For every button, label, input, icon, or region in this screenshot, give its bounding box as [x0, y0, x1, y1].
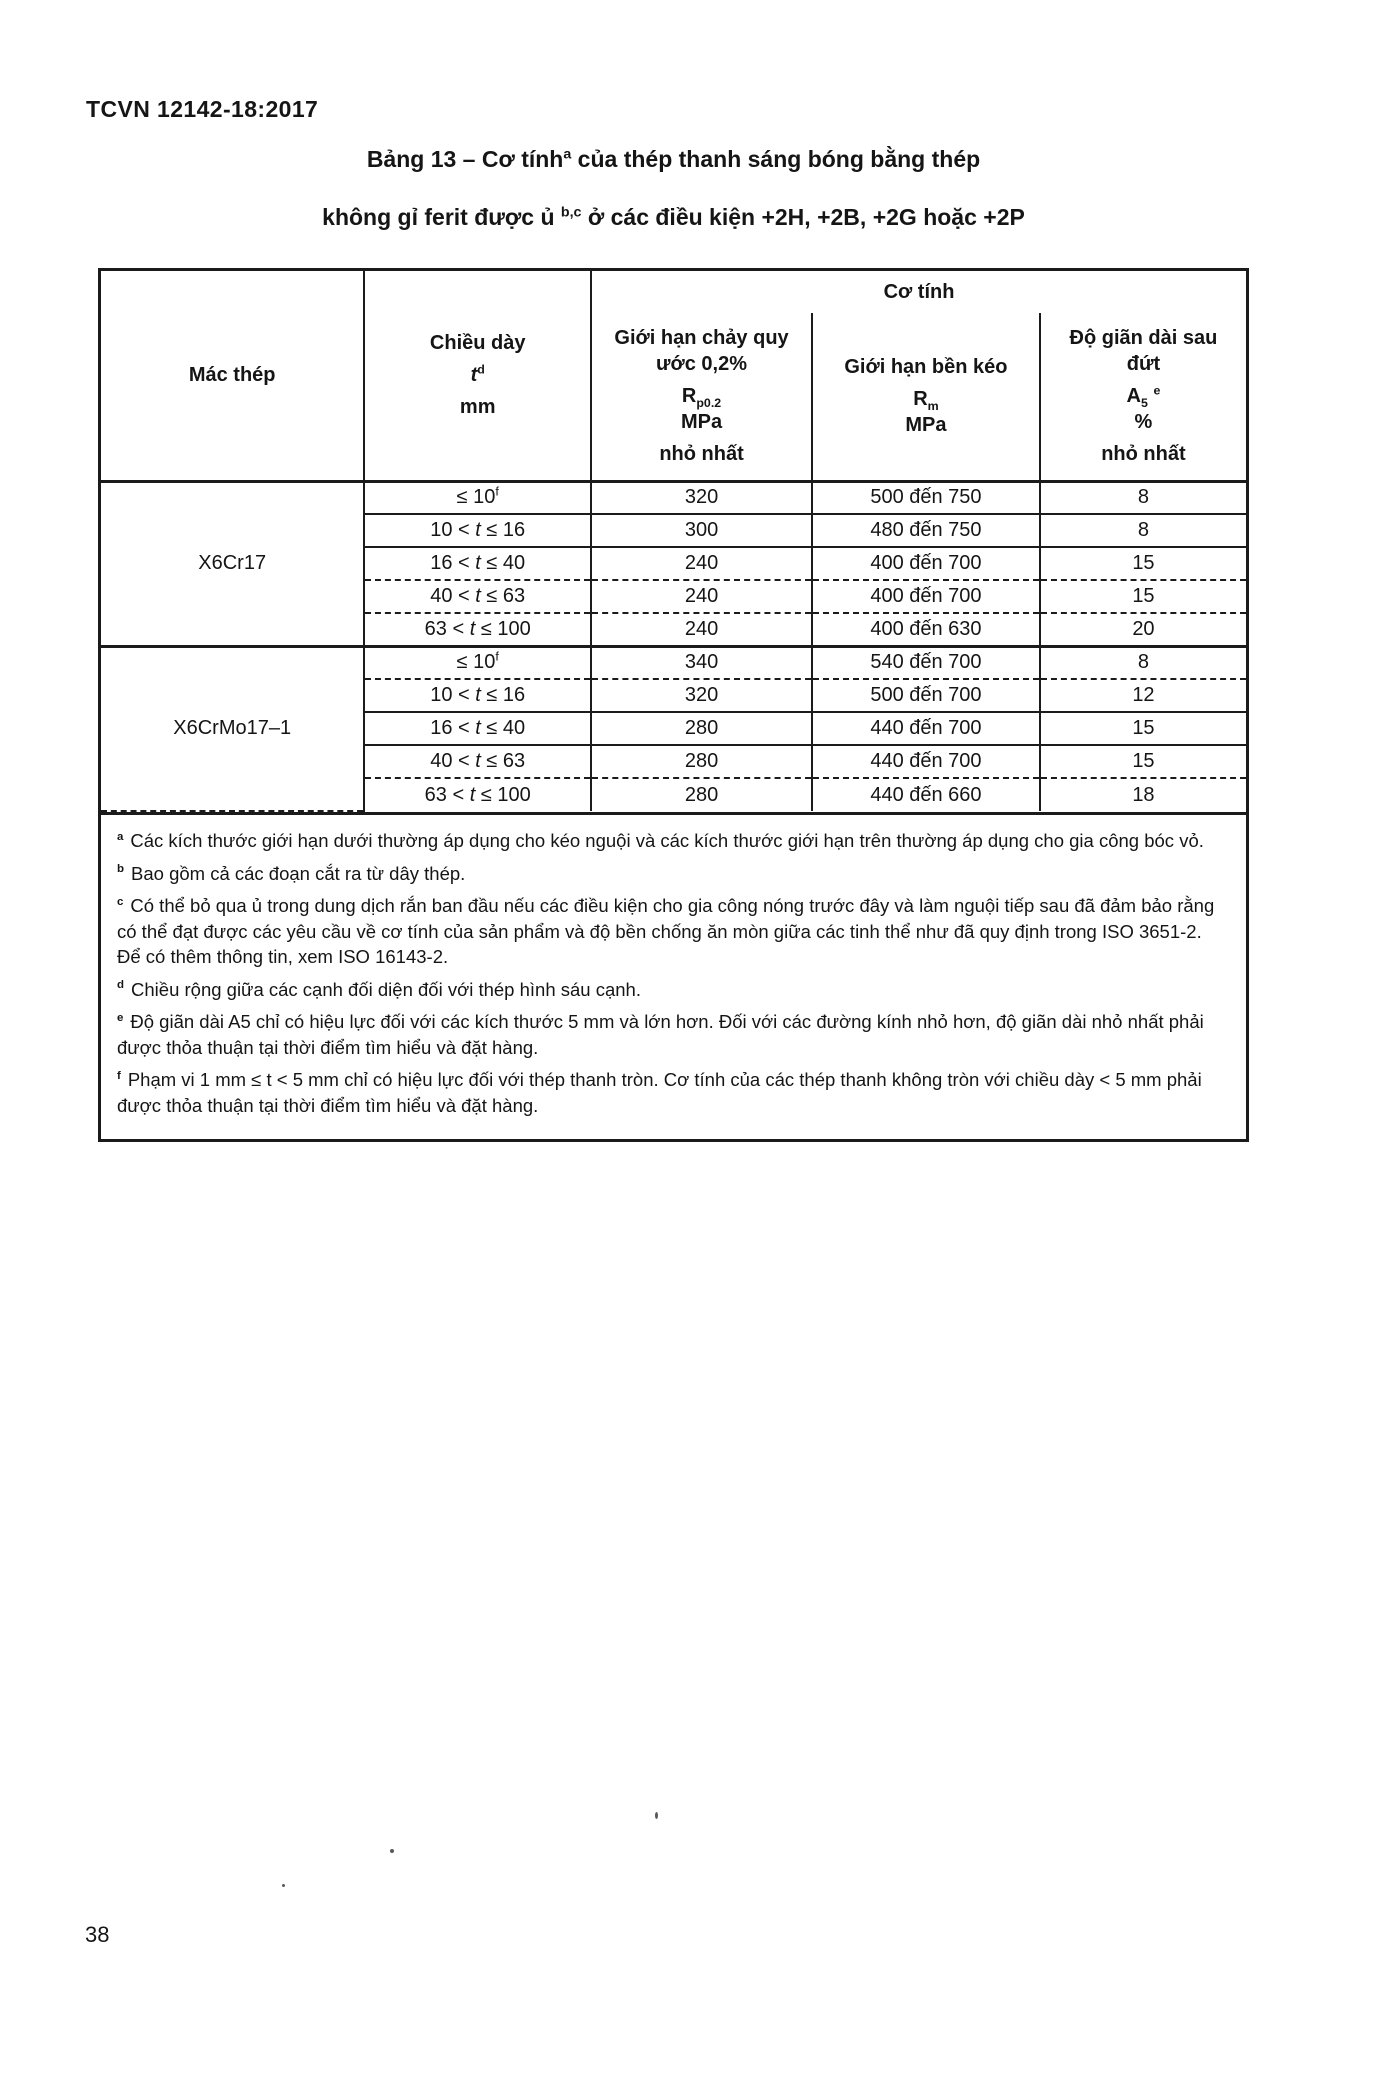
footnote-c: $^c$ Có thể bỏ qua ủ trong dung dịch rắn ban đầu nếu các điều kiện cho gia công nóng trước đây và làm nguội tiếp sau đã đảm bảo rằng có thể đạt được các yêu cầu về cơ tính của sản phẩm và độ bền chống ăn mòn giữa các tinh thể như đã quy định trong ISO 3651-2. Để có thêm thông tin, xem ISO 16143-2. [117, 895, 1215, 968]
thickness-cell: 10 < t ≤ 16 [364, 514, 591, 547]
elongation-cell: 15 [1040, 712, 1246, 745]
table-row [101, 481, 1246, 514]
thickness-cell: 40 < t ≤ 63 [364, 745, 591, 778]
thickness-cell: 63 < t ≤ 100 [364, 613, 591, 646]
elongation-cell: 15 [1040, 580, 1246, 613]
tensile-cell: 440 đến 660 [812, 778, 1040, 811]
scan-speck [390, 1849, 394, 1853]
tensile-cell: 440 đến 700 [812, 712, 1040, 745]
thickness-cell: ≤ $10^f$ [364, 646, 591, 679]
table-footnotes [101, 812, 1246, 1139]
tensile-cell: 480 đến 750 [812, 514, 1040, 547]
tensile-cell: 400 đến 630 [812, 613, 1040, 646]
properties-table-box [98, 268, 1249, 1142]
elongation-cell: 18 [1040, 778, 1246, 811]
elongation-cell: 8 [1040, 646, 1246, 679]
yield-cell: 240 [591, 580, 812, 613]
elongation-cell: 20 [1040, 613, 1246, 646]
table-title [98, 146, 1249, 231]
table-title-line2: không gỉ ferit được ủ $^{b,c}$ ở các điều kiện +2H, +2B, +2G hoặc +2P [322, 203, 1025, 230]
header-elongation: Độ giãn dài sau đứt $A_5$ $^e$ % nhỏ nhất [1040, 313, 1246, 481]
elongation-cell: 8 [1040, 481, 1246, 514]
table-body [101, 481, 1246, 811]
elongation-cell: 15 [1040, 547, 1246, 580]
table-header [101, 271, 1246, 481]
header-steel-grade: Mác thép [101, 271, 364, 481]
thickness-cell: 10 < t ≤ 16 [364, 679, 591, 712]
elongation-cell: 12 [1040, 679, 1246, 712]
table-title-line1: Bảng 13 – Cơ tính$^a$ của thép thanh sáng bóng bằng thép [366, 146, 981, 172]
tensile-cell: 540 đến 700 [812, 646, 1040, 679]
header-row-group [101, 271, 1246, 313]
yield-cell: 320 [591, 679, 812, 712]
thickness-cell: 40 < t ≤ 63 [364, 580, 591, 613]
yield-cell: 300 [591, 514, 812, 547]
footnote-e: $^e$ Độ giãn dài A5 chỉ có hiệu lực đối với các kích thước 5 mm và lớn hơn. Đối với các đường kính nhỏ hơn, độ giãn dài nhỏ nhất phải được thỏa thuận tại thời điểm tìm hiểu và đặt hàng. [117, 1011, 1204, 1058]
tensile-cell: 500 đến 700 [812, 679, 1040, 712]
steel-grade-x6crmo17-1: X6CrMo17–1 [101, 646, 364, 811]
thickness-cell: 16 < t ≤ 40 [364, 712, 591, 745]
tensile-cell: 400 đến 700 [812, 580, 1040, 613]
document-code: TCVN 12142-18:2017 [86, 96, 319, 122]
yield-cell: 340 [591, 646, 812, 679]
yield-cell: 280 [591, 778, 812, 811]
header-tensile-strength: Giới hạn bền kéo $R_m$ MPa [812, 313, 1040, 481]
table-row [101, 646, 1246, 679]
tensile-cell: 400 đến 700 [812, 547, 1040, 580]
header-yield-strength: Giới hạn chảy quy ước 0,2% $R_{p0.2}$ MPa nhỏ nhất [591, 313, 812, 481]
scan-speck [655, 1812, 658, 1819]
tensile-cell: 500 đến 750 [812, 481, 1040, 514]
steel-grade-x6cr17: X6Cr17 [101, 481, 364, 646]
yield-cell: 320 [591, 481, 812, 514]
elongation-cell: 15 [1040, 745, 1246, 778]
header-thickness: Chiều dày $t^d$ mm [364, 271, 591, 481]
properties-table [101, 271, 1246, 812]
yield-cell: 280 [591, 712, 812, 745]
thickness-cell: 63 < t ≤ 100 [364, 778, 591, 811]
elongation-cell: 8 [1040, 514, 1246, 547]
tensile-cell: 440 đến 700 [812, 745, 1040, 778]
footnote-b: $^b$ Bao gồm cả các đoạn cắt ra từ dây thép. [117, 862, 466, 884]
page-number: 38 [85, 1922, 110, 1947]
yield-cell: 280 [591, 745, 812, 778]
thickness-cell: ≤ $10^f$ [364, 481, 591, 514]
yield-cell: 240 [591, 613, 812, 646]
header-mechanical-properties: Cơ tính [591, 271, 1246, 313]
scan-speck [282, 1884, 285, 1887]
thickness-cell: 16 < t ≤ 40 [364, 547, 591, 580]
yield-cell: 240 [591, 547, 812, 580]
footnote-d: $^d$ Chiều rộng giữa các cạnh đối diện đối với thép hình sáu cạnh. [117, 978, 641, 1000]
footnote-a: $^a$ Các kích thước giới hạn dưới thường áp dụng cho kéo nguội và các kích thước giới hạn trên thường áp dụng cho gia công bóc vỏ. [117, 830, 1204, 851]
footnote-f: $^f$ Phạm vi 1 mm ≤ t < 5 mm chỉ có hiệu lực đối với thép thanh tròn. Cơ tính của các thép thanh không tròn với chiều dày < 5 mm phải được thỏa thuận tại thời điểm tìm hiểu và đặt hàng. [117, 1069, 1202, 1116]
